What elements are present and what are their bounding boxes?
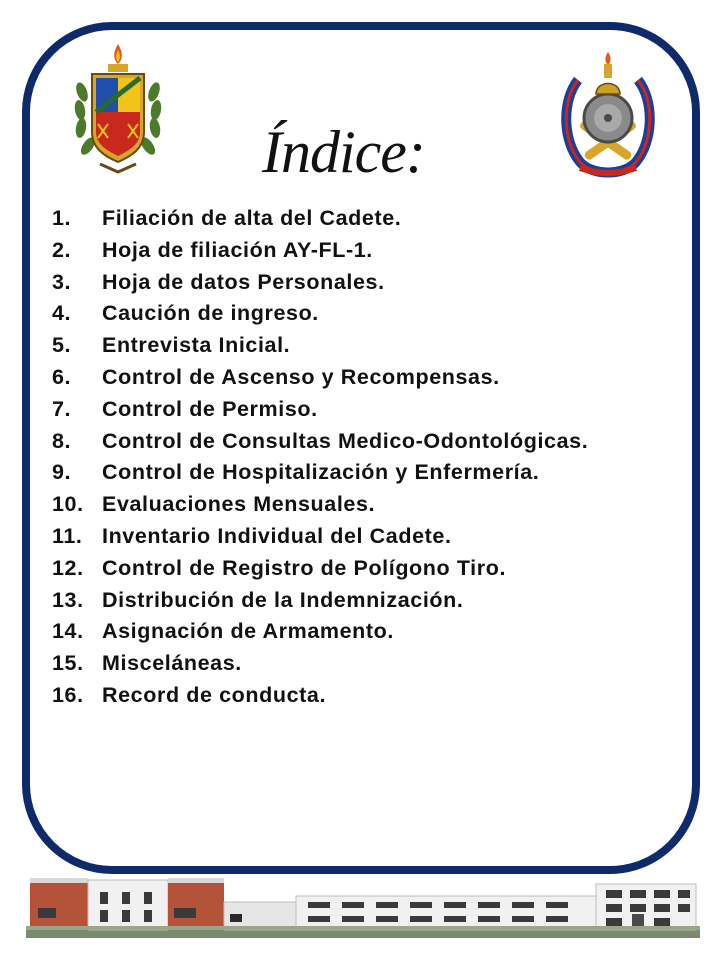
item-number: 1. xyxy=(52,206,72,230)
item-number: 8. xyxy=(52,428,72,453)
item-text: Inventario Individual del Cadete. xyxy=(102,523,452,548)
item-number: 7. xyxy=(52,396,72,421)
list-item xyxy=(52,457,692,489)
list-item xyxy=(52,489,692,521)
carabobo-shield-crest-icon xyxy=(558,50,658,186)
item-number: 15. xyxy=(52,651,84,676)
military-shield-crest-icon xyxy=(72,40,164,176)
list-item xyxy=(52,235,692,267)
item-number: 9. xyxy=(52,460,72,485)
list-item xyxy=(52,394,692,426)
list-item xyxy=(52,585,692,617)
list-item xyxy=(52,267,692,299)
list-item xyxy=(52,298,692,330)
list-item xyxy=(52,553,692,585)
item-text: Distribución de la Indemnización. xyxy=(102,587,464,612)
item-text: Control de Hospitalización y Enfermería. xyxy=(102,460,540,485)
item-text: Control de Registro de Polígono Tiro. xyxy=(102,555,507,580)
index-list xyxy=(52,203,692,712)
item-text: Evaluaciones Mensuales. xyxy=(102,492,376,517)
item-text: Control de Ascenso y Recompensas. xyxy=(102,364,500,389)
item-number: 14. xyxy=(52,619,84,644)
item-text: Control de Consultas Medico-Odontológicas. xyxy=(102,428,589,453)
item-text: Record de conducta. xyxy=(102,682,327,707)
item-number: 4. xyxy=(52,301,72,326)
list-item xyxy=(52,362,692,394)
item-number: 2. xyxy=(52,237,72,262)
item-text: Entrevista Inicial. xyxy=(102,333,291,358)
list-item xyxy=(52,521,692,553)
item-number: 12. xyxy=(52,555,84,580)
list-item xyxy=(52,616,692,648)
item-number: 16. xyxy=(52,682,84,707)
list-item xyxy=(52,648,692,680)
list-item xyxy=(52,426,692,458)
item-number: 13. xyxy=(52,587,84,612)
item-number: 3. xyxy=(52,269,72,294)
item-number: 11. xyxy=(52,523,83,548)
item-number: 5. xyxy=(52,333,72,358)
item-text: Asignación de Armamento. xyxy=(102,619,394,644)
item-text: Hoja de datos Personales. xyxy=(102,269,385,294)
list-item xyxy=(52,203,692,235)
item-text: Control de Permiso. xyxy=(102,396,318,421)
item-text: Caución de ingreso. xyxy=(102,301,319,326)
item-text: Misceláneas. xyxy=(102,651,242,676)
list-item xyxy=(52,330,692,362)
item-number: 10. xyxy=(52,492,84,517)
item-text: Filiación de alta del Cadete. xyxy=(102,206,402,230)
academy-building-icon xyxy=(26,872,700,938)
list-item xyxy=(52,680,692,712)
page-title: Índice: xyxy=(262,119,425,185)
item-number: 6. xyxy=(52,364,72,389)
item-text: Hoja de filiación AY-FL-1. xyxy=(102,237,373,262)
